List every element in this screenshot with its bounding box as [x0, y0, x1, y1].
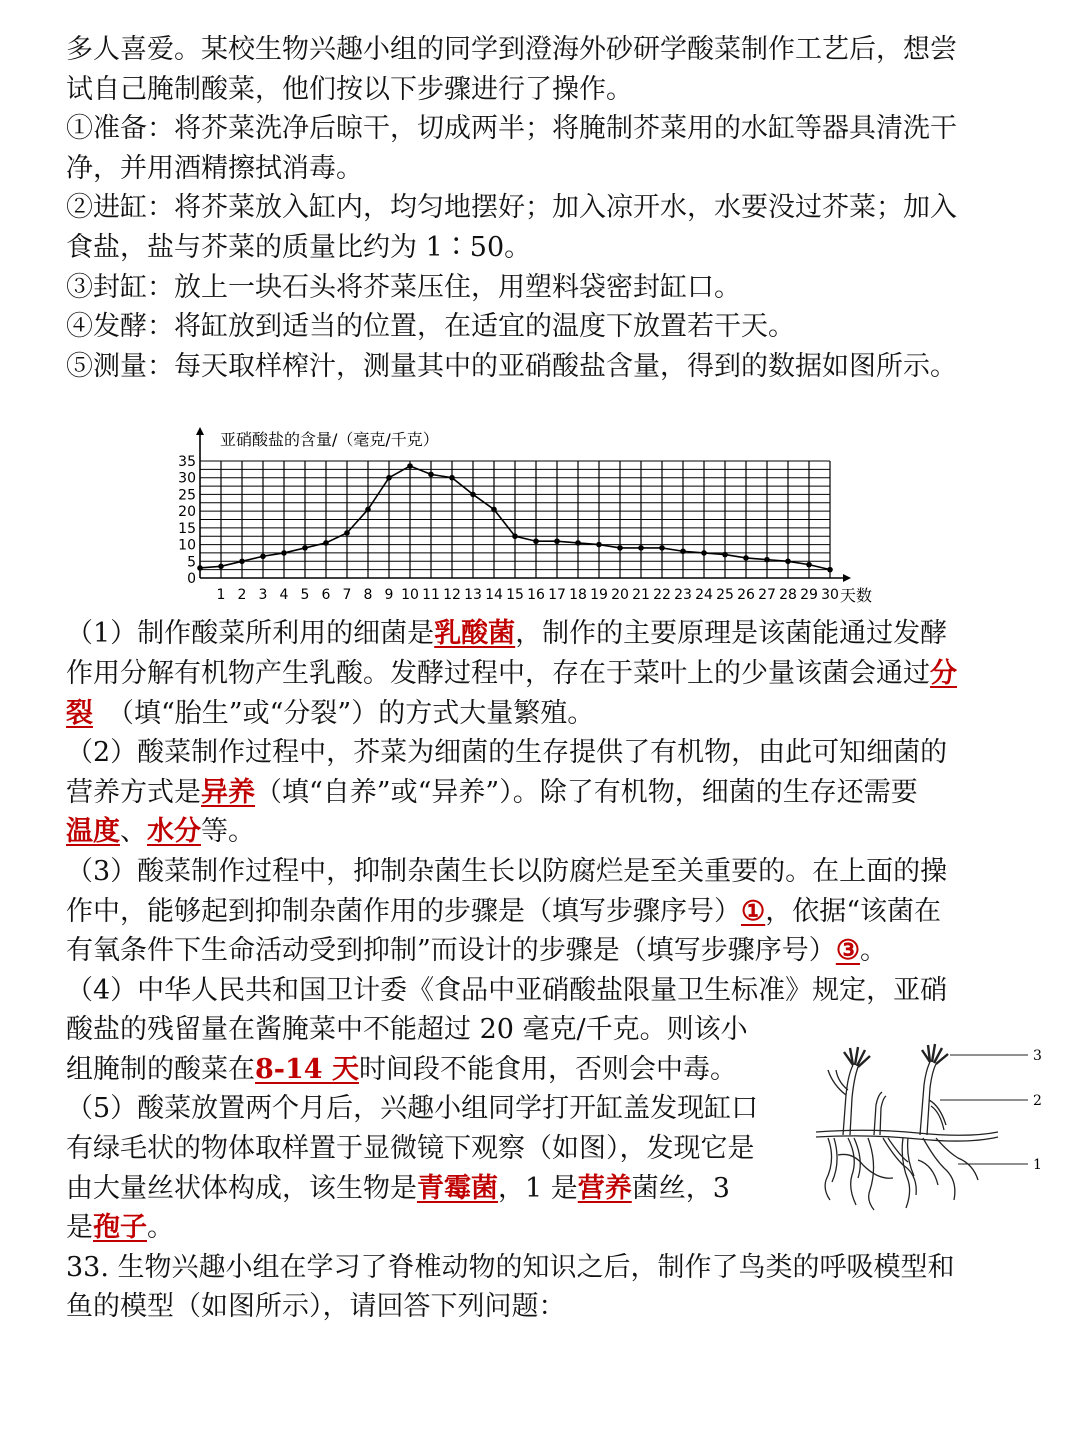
- data-point: [680, 548, 686, 554]
- x-tick-label: 27: [758, 587, 776, 603]
- x-tick-label: 22: [653, 587, 671, 603]
- y-axis-label: 亚硝酸盐的含量/（毫克/千克）: [220, 430, 439, 449]
- x-tick-label: 19: [590, 587, 608, 603]
- x-tick-label: 28: [779, 587, 797, 603]
- y-tick-label: 5: [187, 554, 196, 571]
- x-tick-label: 30: [821, 587, 839, 603]
- answer-step-a: ①: [741, 895, 766, 927]
- question-5: 有绿毛状的物体取样置于显微镜下观察（如图），发现它是: [66, 1133, 755, 1165]
- x-tick-label: 3: [258, 587, 268, 603]
- y-tick-label: 15: [178, 520, 196, 537]
- question-4: 酸盐的残留量在酱腌菜中不能超过 20 毫克/千克。则该小: [66, 1014, 748, 1046]
- x-tick-label: 15: [506, 587, 524, 603]
- question-3: 作中，能够起到抑制杂菌作用的步骤是（填写步骤序号）①，依据“该菌在: [66, 895, 942, 927]
- question-33: 33. 生物兴趣小组在学习了脊椎动物的知识之后，制作了鸟类的呼吸模型和: [66, 1251, 955, 1283]
- data-point: [701, 550, 707, 556]
- data-point: [365, 507, 371, 513]
- intro-line: 多人喜爱。某校生物兴趣小组的同学到澄海外砂研学酸菜制作工艺后，想尝: [66, 34, 957, 65]
- data-point: [575, 540, 581, 546]
- answer-temperature: 温度: [66, 816, 120, 848]
- chart-grid: [200, 461, 830, 578]
- x-tick-label: 24: [695, 587, 713, 603]
- answer-nutrition: 异养: [201, 776, 255, 808]
- data-point: [281, 550, 287, 556]
- data-point: [218, 564, 224, 570]
- answer-bacteria: 乳酸菌: [434, 618, 516, 650]
- x-tick-label: 9: [384, 587, 394, 603]
- x-tick-label: 18: [569, 587, 587, 603]
- label-3: 3: [1033, 1048, 1042, 1064]
- question-4: 组腌制的酸菜在8-14 天时间段不能食用，否则会中毒。: [66, 1053, 737, 1085]
- question-1: （1）制作酸菜所利用的细菌是乳酸菌，制作的主要原理是该菌能通过发酵: [66, 618, 948, 650]
- x-tick-label: 23: [674, 587, 692, 603]
- x-tick-label: 8: [363, 587, 373, 603]
- question-5: 是孢子。: [66, 1212, 174, 1244]
- answer-reproduction: 裂: [66, 697, 93, 729]
- question-3: 有氧条件下生命活动受到抑制”而设计的步骤是（填写步骤序号）③。: [66, 935, 888, 967]
- data-point: [323, 540, 329, 546]
- x-tick-label: 11: [422, 587, 440, 603]
- answer-organism: 青霉菌: [417, 1172, 498, 1204]
- x-axis-label: 天数: [840, 586, 873, 605]
- step-2-line: ②进缸：将芥菜放入缸内，均匀地摆好；加入凉开水，水要没过芥菜；加入: [66, 192, 957, 224]
- x-tick-label: 1: [216, 587, 226, 603]
- data-point: [533, 538, 539, 544]
- data-point: [764, 557, 770, 563]
- step-2-line: 食盐，盐与芥菜的质量比约为 1∶50。: [66, 231, 532, 263]
- x-tick-label: 20: [611, 587, 629, 603]
- data-point: [512, 533, 518, 539]
- x-tick-label: 12: [443, 587, 461, 603]
- data-point: [239, 558, 245, 564]
- data-point: [407, 463, 413, 469]
- answer-step-b: ③: [835, 935, 861, 967]
- x-tick-label: 5: [300, 587, 310, 603]
- data-point: [344, 530, 350, 536]
- question-4: （4）中华人民共和国卫计委《食品中亚硝酸盐限量卫生标准》规定，亚硝: [66, 974, 948, 1006]
- data-point: [554, 538, 560, 544]
- answer-spore: 孢子: [93, 1212, 147, 1244]
- y-tick-label: 25: [178, 487, 196, 504]
- data-point: [827, 567, 833, 573]
- data-point: [617, 545, 623, 551]
- x-tick-label: 13: [464, 587, 482, 603]
- data-point: [428, 472, 434, 478]
- answer-hypha: 营养: [577, 1172, 632, 1204]
- x-tick-label: 29: [800, 587, 818, 603]
- x-tick-label: 16: [527, 587, 545, 603]
- x-tick-label: 21: [632, 587, 650, 603]
- data-point: [638, 545, 644, 551]
- question-1: 作用分解有机物产生乳酸。发酵过程中，存在于菜叶上的少量该菌会通过分: [66, 657, 957, 689]
- step-3-line: ③封缸：放上一块石头将芥菜压住，用塑料袋密封缸口。: [66, 271, 741, 303]
- x-tick-label: 10: [401, 587, 419, 603]
- question-3: （3）酸菜制作过程中，抑制杂菌生长以防腐烂是至关重要的。在上面的操: [66, 855, 948, 887]
- intro-line: 试自己腌制酸菜，他们按以下步骤进行了操作。: [66, 73, 633, 105]
- y-tick-label: 0: [187, 571, 196, 587]
- y-tick-label: 20: [178, 504, 196, 521]
- nitrite-line-chart: [178, 425, 888, 610]
- x-tick-label: 7: [342, 587, 352, 603]
- x-tick-label: 17: [548, 587, 566, 603]
- step-1-line: 净，并用酒精擦拭消毒。: [66, 152, 363, 184]
- data-point: [302, 545, 308, 551]
- data-point: [197, 565, 203, 571]
- hyphae-drawing: [816, 1044, 1028, 1210]
- step-4-line: ④发酵：将缸放到适当的位置，在适宜的温度下放置若干天。: [66, 311, 795, 343]
- x-tick-label: 26: [737, 587, 755, 603]
- question-5: 由大量丝状体构成，该生物是青霉菌，1 是营养菌丝，3: [66, 1172, 730, 1204]
- y-axis-arrow: [196, 427, 204, 435]
- y-tick-label: 30: [178, 470, 196, 487]
- data-point: [806, 562, 812, 568]
- x-tick-label: 4: [279, 587, 289, 603]
- data-point: [659, 545, 665, 551]
- data-point: [386, 475, 392, 481]
- data-point: [470, 492, 476, 498]
- answer-days: 8-14 天: [255, 1053, 359, 1085]
- question-2: （2）酸菜制作过程中，芥菜为细菌的生存提供了有机物，由此可知细菌的: [66, 737, 948, 769]
- data-point: [785, 558, 791, 564]
- answer-water: 水分: [147, 816, 201, 848]
- data-point: [722, 552, 728, 558]
- y-tick-label: 35: [178, 454, 196, 470]
- data-point: [491, 507, 497, 513]
- x-tick-label: 25: [716, 587, 734, 603]
- label-1: 1: [1033, 1157, 1042, 1173]
- question-5: （5）酸菜放置两个月后，兴趣小组同学打开缸盖发现缸口: [66, 1093, 759, 1125]
- label-2: 2: [1033, 1093, 1042, 1109]
- x-tick-label: 6: [321, 587, 331, 603]
- step-1-line: ①准备：将芥菜洗净后晾干，切成两半；将腌制芥菜用的水缸等器具清洗干: [66, 113, 957, 145]
- question-2: 温度、水分等。: [66, 816, 255, 848]
- question-33: 鱼的模型（如图所示），请回答下列问题：: [66, 1291, 566, 1323]
- penicillium-figure: [808, 1040, 1058, 1215]
- x-tick-label: 14: [485, 587, 503, 603]
- data-point: [743, 555, 749, 561]
- answer-reproduction: 分: [930, 657, 957, 689]
- x-tick-label: 2: [237, 587, 247, 603]
- question-1: 裂 （填“胎生”或“分裂”）的方式大量繁殖。: [66, 697, 595, 729]
- question-2: 营养方式是异养（填“自养”或“异养”）。除了有机物，细菌的生存还需要: [66, 776, 918, 808]
- data-point: [449, 475, 455, 481]
- y-tick-label: 10: [178, 537, 196, 554]
- step-5-line: ⑤测量：每天取样榨汁，测量其中的亚硝酸盐含量，得到的数据如图所示。: [66, 350, 957, 382]
- data-point: [260, 553, 266, 559]
- data-point: [596, 542, 602, 548]
- x-axis-arrow: [843, 574, 851, 582]
